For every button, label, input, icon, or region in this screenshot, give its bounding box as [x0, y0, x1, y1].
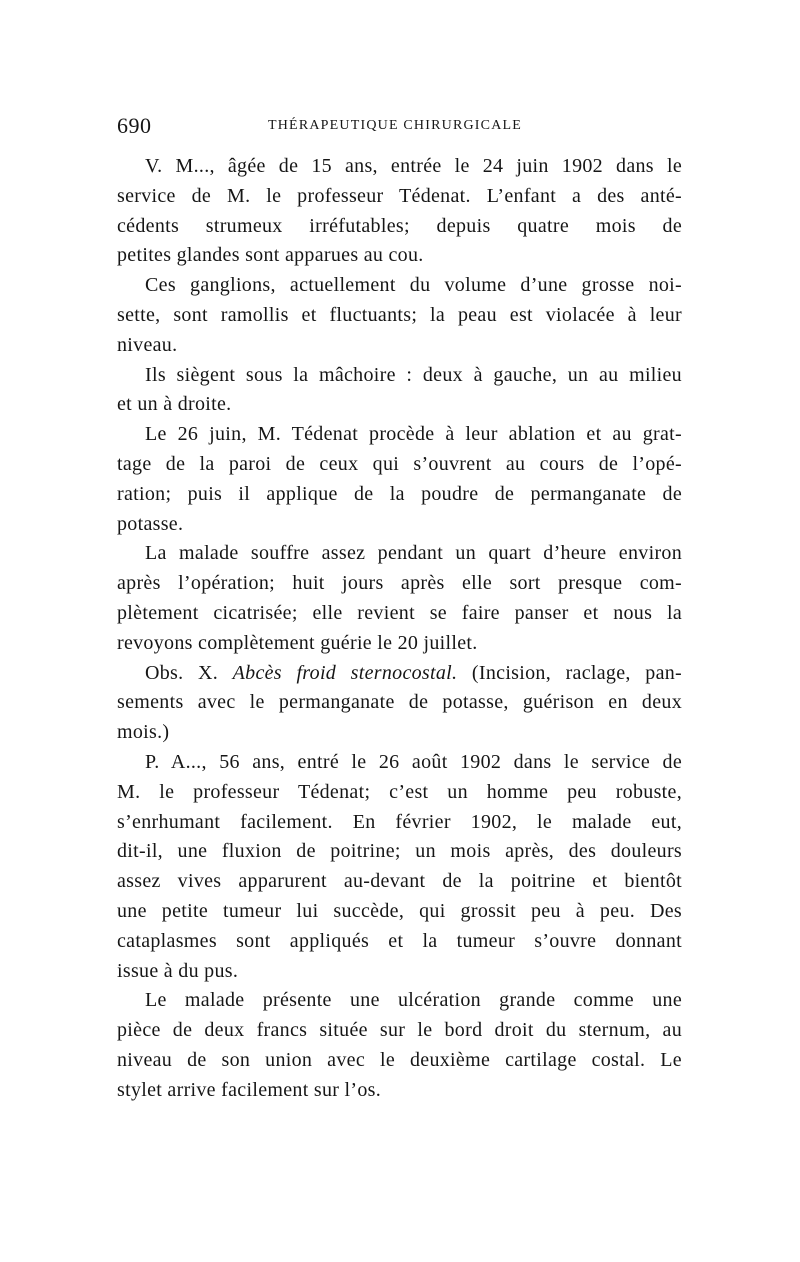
text-line: et un à droite. [117, 393, 232, 416]
text-line: Ils siègent sous la mâchoire : deux à gauche, un au milieu [145, 363, 682, 386]
observation-label: Obs. X. [145, 661, 219, 684]
text-line: issue à du pus. [117, 959, 239, 982]
text-line: M. le professeur Tédenat; c’est un homme peu robuste, [117, 780, 682, 803]
text-line: stylet arrive facilement sur l’os. [117, 1078, 381, 1101]
text-line: cédents strumeux irréfutables; depuis quatre mois de [117, 214, 682, 237]
text-line: sements avec le permanganate de potasse, guérison en deux [117, 691, 682, 714]
text-line: La malade souffre assez pendant un quart d’heure environ [145, 542, 682, 565]
text-line: ration; puis il applique de la poudre de permanganate de [117, 482, 682, 505]
text-line: après l’opération; huit jours après elle sort presque com- [117, 572, 682, 595]
text-line: sette, sont ramollis et fluctuants; la peau est violacée à leur [117, 303, 682, 326]
text-line: niveau. [117, 333, 178, 356]
text-line: mois.) [117, 721, 170, 744]
text-line: plètement cicatrisée; elle revient se faire panser et nous la [117, 601, 682, 624]
text-line: pièce de deux francs située sur le bord droit du sternum, au [117, 1019, 682, 1042]
text-line: niveau de son union avec le deuxième cartilage costal. Le [117, 1048, 682, 1071]
text-line: Ces ganglions, actuellement du volume d’une grosse noi- [145, 274, 682, 297]
running-title: THÉRAPEUTIQUE CHIRURGICALE [268, 118, 523, 133]
text-line: Le malade présente une ulcération grande comme une [145, 989, 682, 1012]
text-line: Le 26 juin, M. Tédenat procède à leur ablation et au grat- [145, 423, 682, 446]
text-line: assez vives apparurent au-devant de la poitrine et bientôt [117, 870, 682, 893]
text-line: cataplasmes sont appliqués et la tumeur s’ouvre donnant [117, 929, 682, 952]
body-text [117, 152, 682, 1106]
text-line: une petite tumeur lui succède, qui grossit peu à peu. Des [117, 899, 682, 922]
text-line: P. A..., 56 ans, entré le 26 août 1902 dans le service de [145, 750, 682, 773]
text-line: tage de la paroi de ceux qui s’ouvrent au cours de l’opé- [117, 452, 682, 475]
running-head [117, 113, 682, 141]
page-number: 690 [117, 113, 152, 138]
observation-note: (Incision, raclage, pan- [471, 661, 683, 684]
text-line: s’enrhumant facilement. En février 1902, le malade eut, [117, 810, 682, 833]
observation-heading [117, 659, 682, 689]
text-line: petites glandes sont apparues au cou. [117, 244, 424, 267]
text-line: dit-il, une fluxion de poitrine; un mois après, des douleurs [117, 840, 682, 863]
observation-title: Abcès froid sternocostal. [232, 661, 458, 684]
text-line: service de M. le professeur Tédenat. L’enfant a des anté- [117, 184, 682, 207]
text-line: potasse. [117, 512, 184, 535]
text-line: revoyons complètement guérie le 20 juillet. [117, 631, 478, 654]
text-line: V. M..., âgée de 15 ans, entrée le 24 juin 1902 dans le [145, 155, 682, 177]
